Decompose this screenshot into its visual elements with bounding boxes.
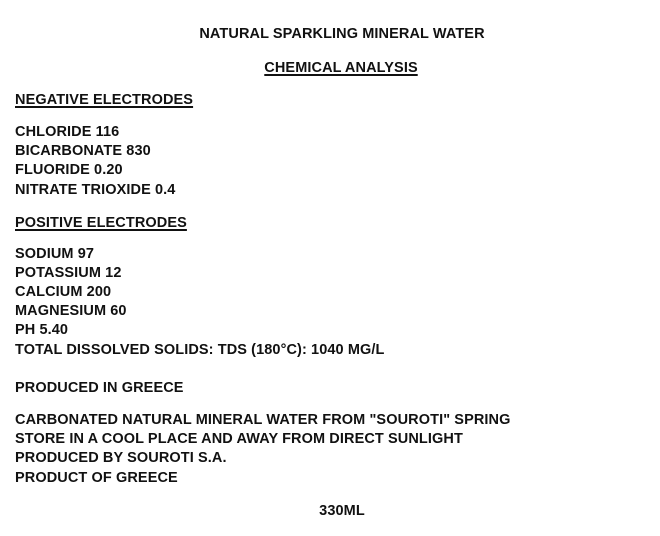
volume-label: 330ML (319, 503, 365, 519)
detail-line-storage: STORE IN A COOL PLACE AND AWAY FROM DIRECT SUNLIGHT (15, 431, 463, 447)
negative-electrodes-heading: NEGATIVE ELECTRODES (15, 92, 194, 108)
detail-line-spring: CARBONATED NATURAL MINERAL WATER FROM "SOUROTI" SPRING (15, 412, 511, 428)
positive-item-sodium: SODIUM 97 (15, 246, 95, 262)
negative-item-fluoride: FLUORIDE 0.20 (15, 162, 123, 178)
positive-item-calcium: CALCIUM 200 (15, 284, 112, 300)
positive-electrodes-heading: POSITIVE ELECTRODES (15, 215, 187, 231)
positive-item-magnesium: MAGNESIUM 60 (15, 303, 127, 319)
negative-item-nitrate: NITRATE TRIOXIDE 0.4 (15, 182, 176, 198)
detail-line-producer: PRODUCED BY SOUROTI S.A. (15, 450, 227, 466)
positive-item-tds: TOTAL DISSOLVED SOLIDS: TDS (180°C): 1040 MG/L (15, 342, 385, 358)
page-subtitle: CHEMICAL ANALYSIS (264, 60, 418, 76)
negative-item-bicarbonate: BICARBONATE 830 (15, 143, 151, 159)
positive-item-potassium: POTASSIUM 12 (15, 265, 122, 281)
page-title: NATURAL SPARKLING MINERAL WATER (199, 26, 485, 42)
positive-item-ph: PH 5.40 (15, 322, 69, 338)
detail-line-product-of: PRODUCT OF GREECE (15, 470, 178, 486)
negative-item-chloride: CHLORIDE 116 (15, 124, 120, 140)
origin-line: PRODUCED IN GREECE (15, 380, 184, 396)
